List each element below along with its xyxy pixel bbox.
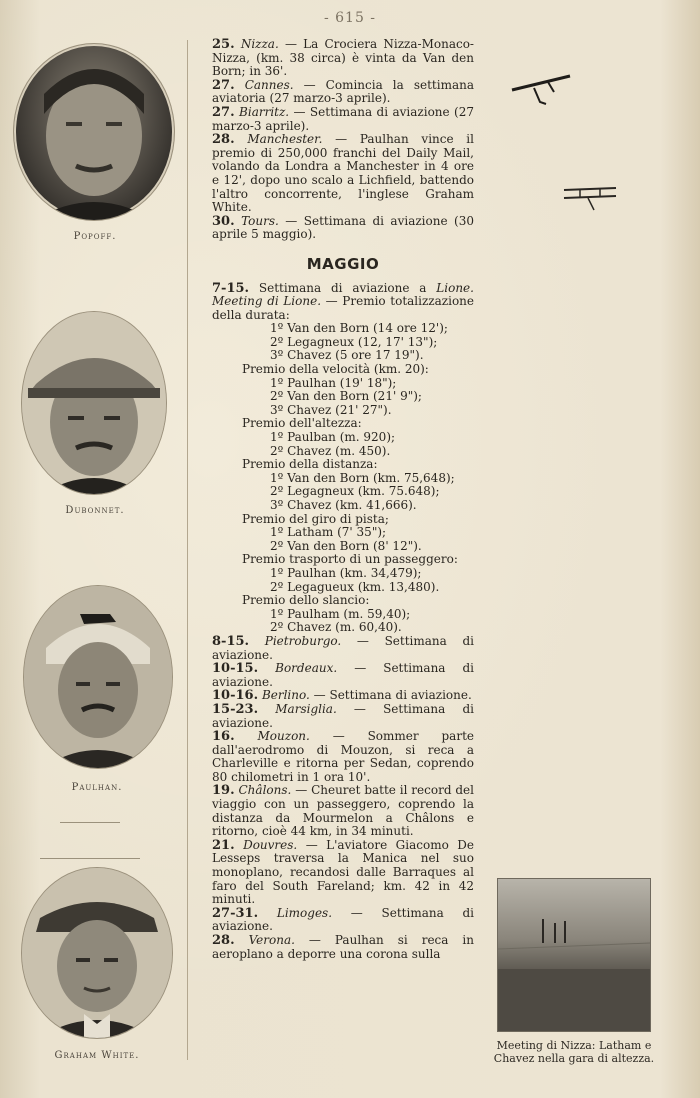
result-line: 1º Van den Born (14 ore 12'); — [270, 321, 448, 336]
result-line: 2º Legagneux (km. 75.648); — [270, 484, 440, 499]
entry-city: Pietroburgo. — [264, 633, 342, 648]
entry-date: 28. — [212, 132, 235, 148]
airplane-icon — [510, 68, 572, 112]
photo-caption: Meeting di Nizza: Latham e Chavez nella gara di altezza. — [493, 1039, 655, 1065]
entry-city: Lione. Meeting di Lione. — [212, 280, 474, 309]
entry — [212, 133, 474, 215]
entry-city: Mouzon. — [257, 729, 310, 744]
divider-rule — [60, 822, 120, 823]
prize-label: Premio dell'altezza: — [242, 416, 362, 431]
result-line: 2º Chavez (m. 450). — [270, 443, 391, 458]
entry-date: 27. — [212, 77, 235, 93]
entry-date: 10-16. — [212, 688, 259, 704]
text-column — [212, 38, 474, 961]
entry-text: — Settimana di aviazione. — [212, 633, 474, 662]
entry-city: Berlino. — [261, 688, 310, 703]
page-number: - 615 - — [323, 10, 377, 26]
entry-text: — Cheuret batte il record del viaggio con un passeggero, coprendo la distanza da Mourmelon a Châlons e ritorno, cioè 44 km, in 34 minuti. — [212, 783, 474, 839]
result-line: 3º Chavez (5 ore 17 19"). — [270, 348, 424, 363]
biplane-icon — [560, 180, 622, 224]
entry-date: 28. — [212, 933, 235, 948]
entry-city: Manchester. — [247, 132, 323, 147]
entry-city: Nizza. — [240, 37, 279, 51]
result-line: 2º Chavez (m. 60,40). — [270, 620, 402, 635]
result-line: 1º Van den Born (km. 75,648); — [270, 470, 455, 485]
entry-city: Tours. — [241, 213, 279, 228]
result-line: 1º Paulhan (19' 18"); — [270, 375, 397, 390]
result-line: 3º Chavez (km. 41,666). — [270, 498, 417, 512]
entry-text: — Premio totalizzazione della durata: — [212, 294, 474, 322]
prize-label: Premio dello slancio: — [242, 593, 370, 608]
result-line: 1º Paulhan (km. 34,479); — [270, 565, 422, 580]
entry — [212, 79, 474, 106]
entry — [212, 635, 474, 662]
entry-text: — Settimana di aviazione. — [212, 701, 474, 730]
entry-city: Biarritz. — [239, 104, 290, 119]
entry-date: 15-23. — [212, 701, 259, 717]
portrait-paulhan — [24, 586, 172, 768]
entry-city: Verona. — [248, 933, 295, 947]
result-line: 1º Latham (7' 35"); — [270, 525, 387, 540]
divider-rule — [40, 858, 140, 859]
entry-text: — Settimana di aviazione. — [212, 905, 474, 934]
entry-text: — Paulhan si reca in aeroplano a deporre una corona sulla — [212, 933, 474, 961]
photo-scene-icon — [498, 879, 650, 1031]
entry — [212, 839, 474, 907]
entry-city: Marsiglia. — [275, 701, 337, 716]
entry-date: 30. — [212, 213, 235, 229]
prize-label: Premio della velocità (km. 20): — [242, 362, 429, 377]
portrait-dubonnet — [22, 312, 166, 494]
entry-text: — Settimana di aviazione. — [212, 661, 474, 689]
meeting-photo — [497, 878, 651, 1032]
entry-text: — Comincia la settimana aviatoria (27 marzo-3 aprile). — [212, 77, 474, 106]
entry — [212, 703, 474, 730]
entry-date: 27. — [212, 104, 235, 120]
entry — [212, 215, 474, 242]
entry-text: Settimana di aviazione a — [258, 280, 427, 295]
portrait-photo-icon — [14, 44, 174, 220]
entry-text: — La Crociera Nizza-Monaco-Nizza, (km. 38 circa) è vinta da Van den Born; in 36'. — [212, 37, 474, 79]
entry-text: — Paulhan vince il premio di 250,000 franchi del Daily Mail, volando da Londra a Manchester in 4 ore e 12', dopo uno scalo a Lichfield, battendo l'altro concorrente, l'inglese Graham White. — [212, 132, 474, 215]
entry — [212, 784, 474, 838]
entry — [212, 907, 474, 934]
entry-text: — Settimana di aviazione (30 aprile 5 maggio). — [212, 213, 474, 242]
entry-date: 21. — [212, 837, 235, 853]
portrait-popoff — [14, 44, 174, 220]
portrait-photo-icon — [22, 312, 166, 494]
entry-city: Douvres. — [243, 837, 298, 852]
entry-city: Châlons. — [238, 783, 292, 798]
result-line: 2º Van den Born (8' 12"). — [270, 538, 422, 553]
prize-label: Premio trasporto di un passeggero: — [242, 552, 458, 567]
result-line: 3º Chavez (21' 27"). — [270, 402, 392, 417]
entry — [212, 662, 474, 689]
month-heading: MAGGIO — [306, 254, 380, 273]
prize-label: Premio del giro di pista; — [242, 511, 389, 526]
entry-city: Limoges. — [276, 905, 333, 920]
portrait-photo-icon — [24, 586, 172, 768]
result-line: 2º Van den Born (21' 9"); — [270, 389, 422, 404]
entry — [212, 38, 474, 79]
entry-text: — Settimana di aviazione. — [313, 688, 472, 703]
entry-city: Bordeaux. — [275, 661, 338, 676]
entry-date: 16. — [212, 729, 235, 745]
entry-lione — [212, 282, 474, 323]
result-line: 1º Paulban (m. 920); — [270, 430, 396, 445]
entry-date: 25. — [212, 37, 235, 52]
column-divider — [187, 40, 188, 1060]
result-line: 1º Paulham (m. 59,40); — [270, 606, 411, 621]
portrait-caption-dubonnet: Dubonnet. — [65, 505, 125, 516]
entry-date: 27-31. — [212, 905, 259, 921]
entry-date: 8-15. — [212, 633, 250, 649]
result-line: 2º Legagneux (12, 17' 13"); — [270, 334, 438, 349]
portrait-graham-white — [22, 868, 172, 1038]
entry-date: 7-15. — [212, 280, 250, 296]
entry-city: Cannes. — [244, 77, 294, 92]
entry-date: 10-15. — [212, 661, 259, 677]
portrait-caption-graham-white: Graham White. — [54, 1050, 140, 1061]
portrait-photo-icon — [22, 868, 172, 1038]
entry-text: — L'aviatore Giacomo De Lesseps traversa la Manica nel suo monoplano, recandosi dalle Barraques al faro del South Fareland; km. 42 in 42 minuti. — [212, 837, 474, 907]
entry — [212, 730, 474, 784]
result-line: 2º Legagueux (km. 13,480). — [270, 579, 440, 594]
entry — [212, 106, 474, 133]
prize-label: Premio della distanza: — [242, 457, 378, 472]
entry — [212, 689, 474, 703]
entry-text: — Sommer parte dall'aerodromo di Mouzon, si reca a Charleville e ritorna per Sedan, coprendo 80 chilometri in 1 ora 10'. — [212, 729, 474, 784]
portrait-caption-popoff: Popoff. — [73, 231, 117, 242]
portrait-caption-paulhan: Paulhan. — [71, 782, 123, 793]
entry — [212, 934, 474, 961]
entry-date: 19. — [212, 783, 235, 799]
entry-text: — Settimana di aviazione (27 marzo-3 aprile). — [212, 104, 474, 133]
